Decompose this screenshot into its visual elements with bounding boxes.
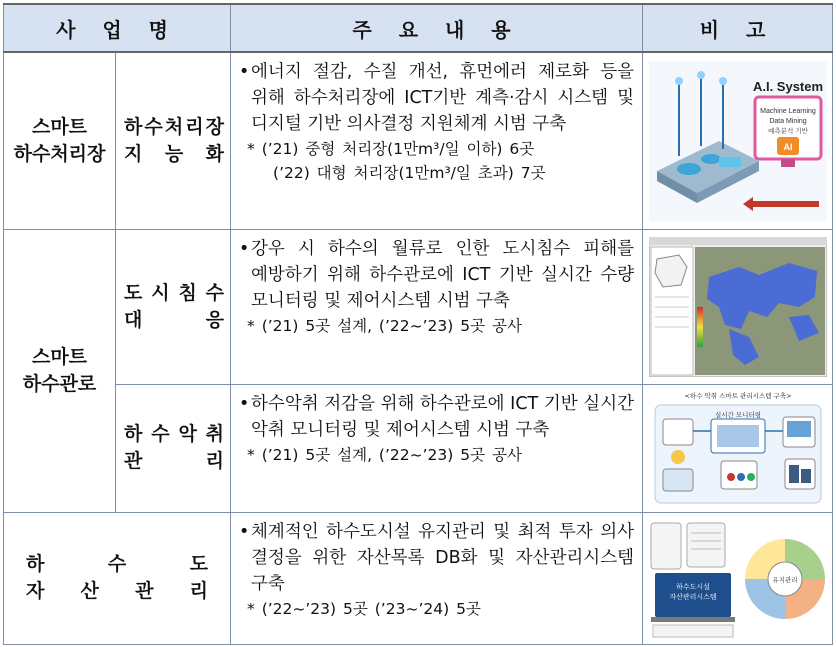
char: 능 [164,142,184,165]
bullet-text: 강우 시 하수의 월류로 인한 도시침수 피해를 예방하기 위해 하수관로에 ICT 기반 실시간 수량 모니터링 및 제어시스템 시범 구축 [251,238,635,311]
flood-map-screenshot [649,237,827,377]
bullet-text: 에너지 절감, 수질 개선, 휴먼에러 제로화 등을 위해 하수처리장에 ICT기반 계측·감시 시스템 및 디지털 기반 의사결정 지원체계 시범 구축 [251,62,635,134]
bullet-text: 체계적인 하수도시설 유지관리 및 최적 투자 의사 결정을 위한 자산목록 DB화 및 자산관리시스템 구축 [251,521,635,594]
char: 수 [151,423,170,445]
char: 침 [178,281,197,304]
note-text: * (’22~’23) 5곳 (’23~’24) 5곳 [247,599,481,618]
bullet-dot: • [239,238,250,259]
table-row [4,512,833,644]
subcategory-urban-flood [116,229,231,384]
char: 하 [124,423,143,445]
char: 장 [205,115,224,138]
remark-image-asset-system [643,512,833,644]
category-line: 스마트 [31,345,88,368]
subcategory-line [124,114,224,141]
subcategory-line [124,141,224,168]
note-text: * (’21) 5곳 설계, (’22~’23) 5곳 공사 [247,445,522,464]
remark-image-odor-system [643,384,833,512]
bullet-dot: • [239,62,250,82]
char: 수 [205,281,225,304]
header-main-content: 주 요 내 용 [231,4,643,52]
char: 관 [124,450,143,472]
asset-screen-line1: 하수도시설 [675,583,710,591]
odor-system-diagram [649,389,827,507]
note-text: (’22) 대형 처리장(1만m³/일 초과) 7곳 [273,164,546,182]
bullet-dot: • [239,393,250,414]
content-cell [231,229,643,384]
char: 하 [26,553,45,575]
content-cell [231,52,643,229]
ai-title: A.I. System [752,78,823,94]
char: 지 [124,142,143,165]
category-line [20,578,214,605]
char: 악 [178,423,197,445]
subcategory-odor-management [116,384,231,512]
subcategory-line [124,421,224,448]
char: 수 [144,115,163,138]
bullet-item [239,236,634,314]
subcategory-line [124,448,224,475]
project-table [3,3,832,643]
ai-line3: 예측분석 기반 [767,126,808,135]
ai-chip-label: AI [783,141,793,152]
char: 대 [124,308,143,331]
subcategory-line [124,307,224,334]
category-smart-sewer [4,229,116,512]
table-row [4,384,833,512]
category-line [20,551,214,578]
category-line: 하수처리장 [13,142,106,165]
char: 도 [124,281,143,304]
category-smart-wwtp [4,52,116,229]
bullet-text: 하수악취 저감을 위해 하수관로에 ICT 기반 실시간 악취 모니터링 및 제어시스템 시범 구축 [251,393,635,440]
subcategory-wwtp-intelligence [116,52,231,229]
char: 하 [124,115,143,138]
remark-image-flood-map [643,229,833,384]
char: 관 [135,580,154,602]
char: 리 [189,580,208,602]
category-line: 스마트 [31,115,88,138]
char: 산 [80,580,99,602]
odor-diagram-title: <하수 악취 스마트 관리시스템 구축> [683,392,792,400]
table-row [4,52,833,229]
header-remarks: 비 고 [643,4,833,52]
category-sewer-asset-management [4,512,231,644]
char: 취 [205,423,225,445]
ai-system-illustration [649,61,827,221]
asset-screen-line2: 자산관리시스템 [668,593,717,601]
content-cell [231,512,643,644]
char: 응 [205,308,225,331]
note-text: * (’21) 5곳 설계, (’22~’23) 5곳 공사 [247,316,522,335]
bullet-item [239,519,634,597]
char: 처 [164,115,184,138]
odor-center-label: 실시간 모니터링 [714,411,761,419]
ai-line1: Machine Learning [759,107,816,115]
char: 리 [185,115,204,138]
char: 자 [26,580,45,602]
bullet-dot: • [239,521,250,542]
bullet-item [239,391,634,443]
note-text: * (’21) 중형 처리장(1만m³/일 이하) 6곳 [247,140,535,158]
subcategory-line [124,280,224,307]
bullet-item [239,59,634,137]
remark-image-ai-system [643,52,833,229]
ai-line2: Data Mining [768,117,807,125]
asset-center-label: 유지관리 [771,576,798,584]
char: 화 [205,142,225,165]
char: 시 [151,281,170,304]
char: 수 [107,553,127,575]
table-row [4,229,833,384]
category-line: 하수관로 [22,372,97,395]
char: 리 [205,450,225,472]
table-header-row [4,4,833,52]
header-project-name: 사 업 명 [4,4,231,52]
asset-management-diagram [649,517,827,639]
char: 도 [189,553,209,575]
content-cell [231,384,643,512]
